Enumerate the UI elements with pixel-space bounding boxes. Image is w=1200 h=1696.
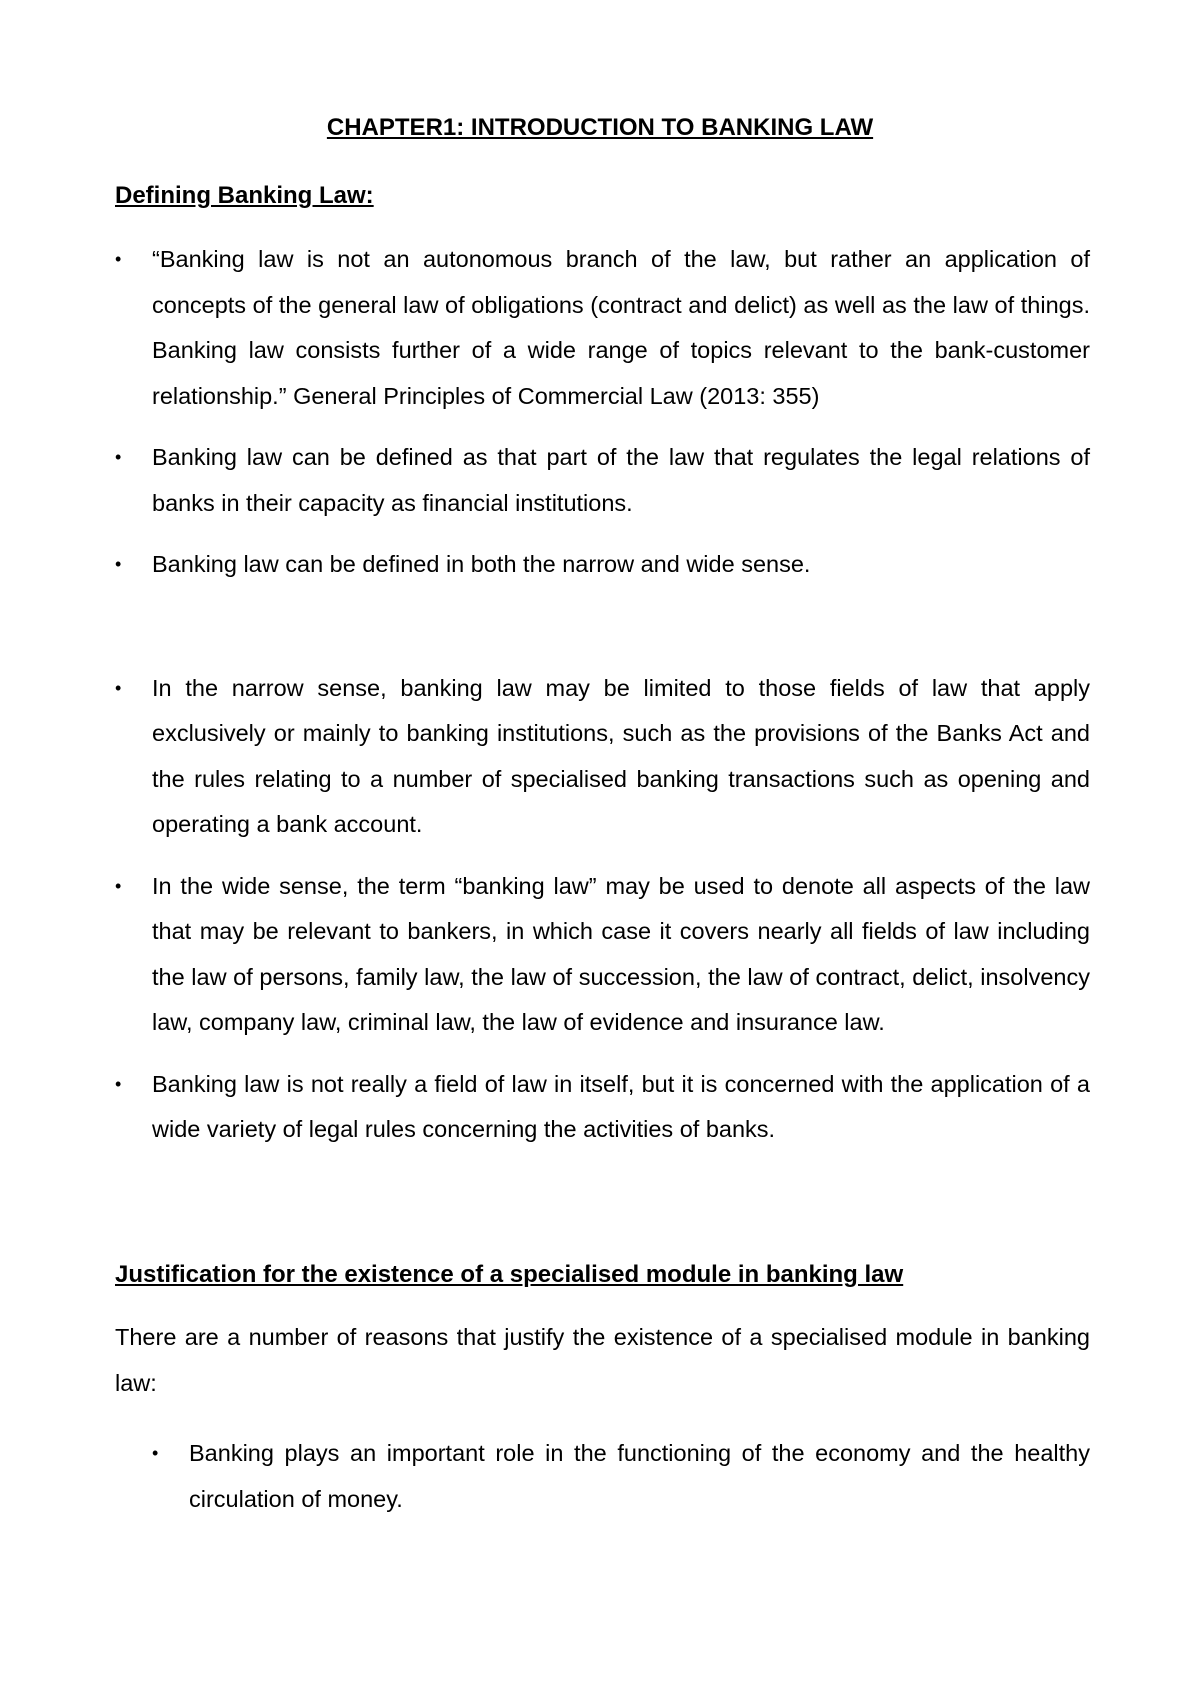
bullet-icon: • (115, 447, 122, 467)
bullet-icon: • (152, 1443, 159, 1463)
bullet-icon: • (115, 554, 122, 574)
justification-intro-paragraph: There are a number of reasons that justify the existence of a specialised module in banking law: (115, 1324, 1090, 1396)
bullet-item (152, 1431, 1090, 1522)
bullet-text: Banking law can be defined as that part of the law that regulates the legal relations of banks in their capacity as financial institutions. (152, 444, 1090, 516)
section-heading-defining-banking-law: Defining Banking Law: (115, 182, 374, 209)
bullet-item (115, 666, 1090, 848)
bullet-item (115, 435, 1090, 526)
bullet-text: In the wide sense, the term “banking law” may be used to denote all aspects of the law that may be relevant to bankers, in which case it covers nearly all fields of law including the law of persons, family law, the law of succession, the law of contract, delict, insolvency law, company law, criminal law, the law of evidence and insurance law. (152, 872, 1090, 1035)
bullet-text: Banking law is not really a field of law in itself, but it is concerned with the application of a wide variety of legal rules concerning the activities of banks. (152, 1070, 1090, 1142)
justification-bullet-list (152, 1431, 1090, 1538)
bullet-item (115, 1062, 1090, 1153)
bullet-item (115, 237, 1090, 419)
bullet-item (115, 864, 1090, 1046)
bullet-text: “Banking law is not an autonomous branch of the law, but rather an application of concepts of the general law of obligations (contract and delict) as well as the law of things. Banking law consists further of a wide range of topics relevant to the bank-customer relationship.” General Principles of Commercial Law (2013: 355) (152, 246, 1090, 409)
bullet-item (115, 542, 1090, 588)
chapter-title: CHAPTER1: INTRODUCTION TO BANKING LAW (326, 114, 874, 141)
definition-bullet-list (115, 237, 1090, 1169)
bullet-icon: • (115, 677, 122, 698)
bullet-text: Banking plays an important role in the functioning of the economy and the healthy circulation of money. (189, 1440, 1090, 1512)
bullet-icon: • (115, 249, 122, 269)
section-heading-justification: Justification for the existence of a specialised module in banking law (115, 1261, 904, 1288)
bullet-icon: • (115, 1073, 122, 1094)
bullet-text: In the narrow sense, banking law may be limited to those fields of law that apply exclusively or mainly to banking institutions, such as the provisions of the Banks Act and the rules relating to a number of specialised banking transactions such as opening and operating a bank account. (152, 674, 1090, 837)
bullet-text: Banking law can be defined in both the narrow and wide sense. (152, 551, 811, 577)
bullet-icon: • (115, 875, 122, 896)
